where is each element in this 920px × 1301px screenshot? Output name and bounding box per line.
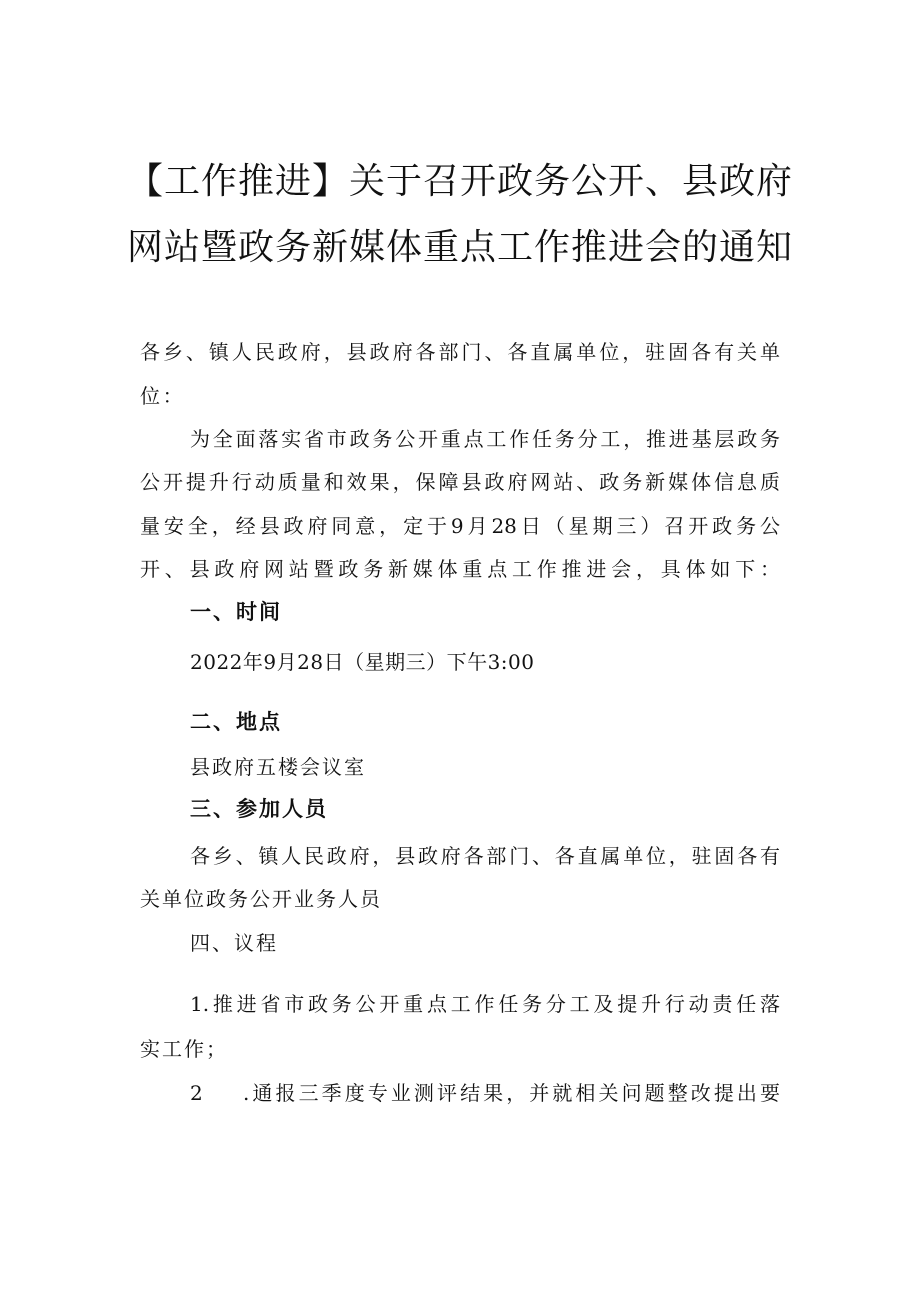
meeting-time: 2022年9月28日（星期三）下午3:00 bbox=[190, 650, 535, 674]
attendees-line-2: 关单位政务公开业务人员 bbox=[140, 887, 382, 911]
notice-title-line-2: 网站暨政务新媒体重点工作推进会的通知 bbox=[126, 227, 793, 268]
meeting-location: 县政府五楼会议室 bbox=[190, 755, 366, 779]
notice-title-line-1: 【工作推进】关于召开政务公开、县政府 bbox=[126, 161, 793, 202]
salutation-line-1: 各乡、镇人民政府，县政府各部门、各直属单位，驻固各有关单 bbox=[140, 340, 780, 364]
intro-line-3: 量安全，经县政府同意，定于9月28日（星期三）召开政务公 bbox=[140, 514, 780, 538]
section-heading-attendees: 三、参加人员 bbox=[190, 797, 328, 821]
section-heading-agenda: 四、议程 bbox=[190, 931, 278, 955]
section-heading-location: 二、地点 bbox=[190, 710, 282, 734]
intro-line-2: 公开提升行动质量和效果，保障县政府网站、政务新媒体信息质 bbox=[140, 470, 780, 494]
attendees-line-1: 各乡、镇人民政府，县政府各部门、各直属单位，驻固各有 bbox=[190, 844, 780, 868]
salutation-line-2: 位： bbox=[140, 384, 186, 408]
intro-line-1: 为全面落实省市政务公开重点工作任务分工，推进基层政务 bbox=[190, 427, 780, 451]
section-heading-time: 一、时间 bbox=[190, 600, 282, 624]
intro-line-4: 开、县政府网站暨政务新媒体重点工作推进会，具体如下： bbox=[140, 557, 780, 581]
agenda-item-1-line-2: 实工作； bbox=[140, 1037, 228, 1061]
agenda-item-1-line-1: 1.推进省市政务公开重点工作任务分工及提升行动责任落 bbox=[190, 992, 780, 1016]
agenda-item-2-number: 2 bbox=[190, 1081, 206, 1105]
agenda-item-2-text: .通报三季度专业测评结果，并就相关问题整改提出要 bbox=[243, 1081, 780, 1105]
